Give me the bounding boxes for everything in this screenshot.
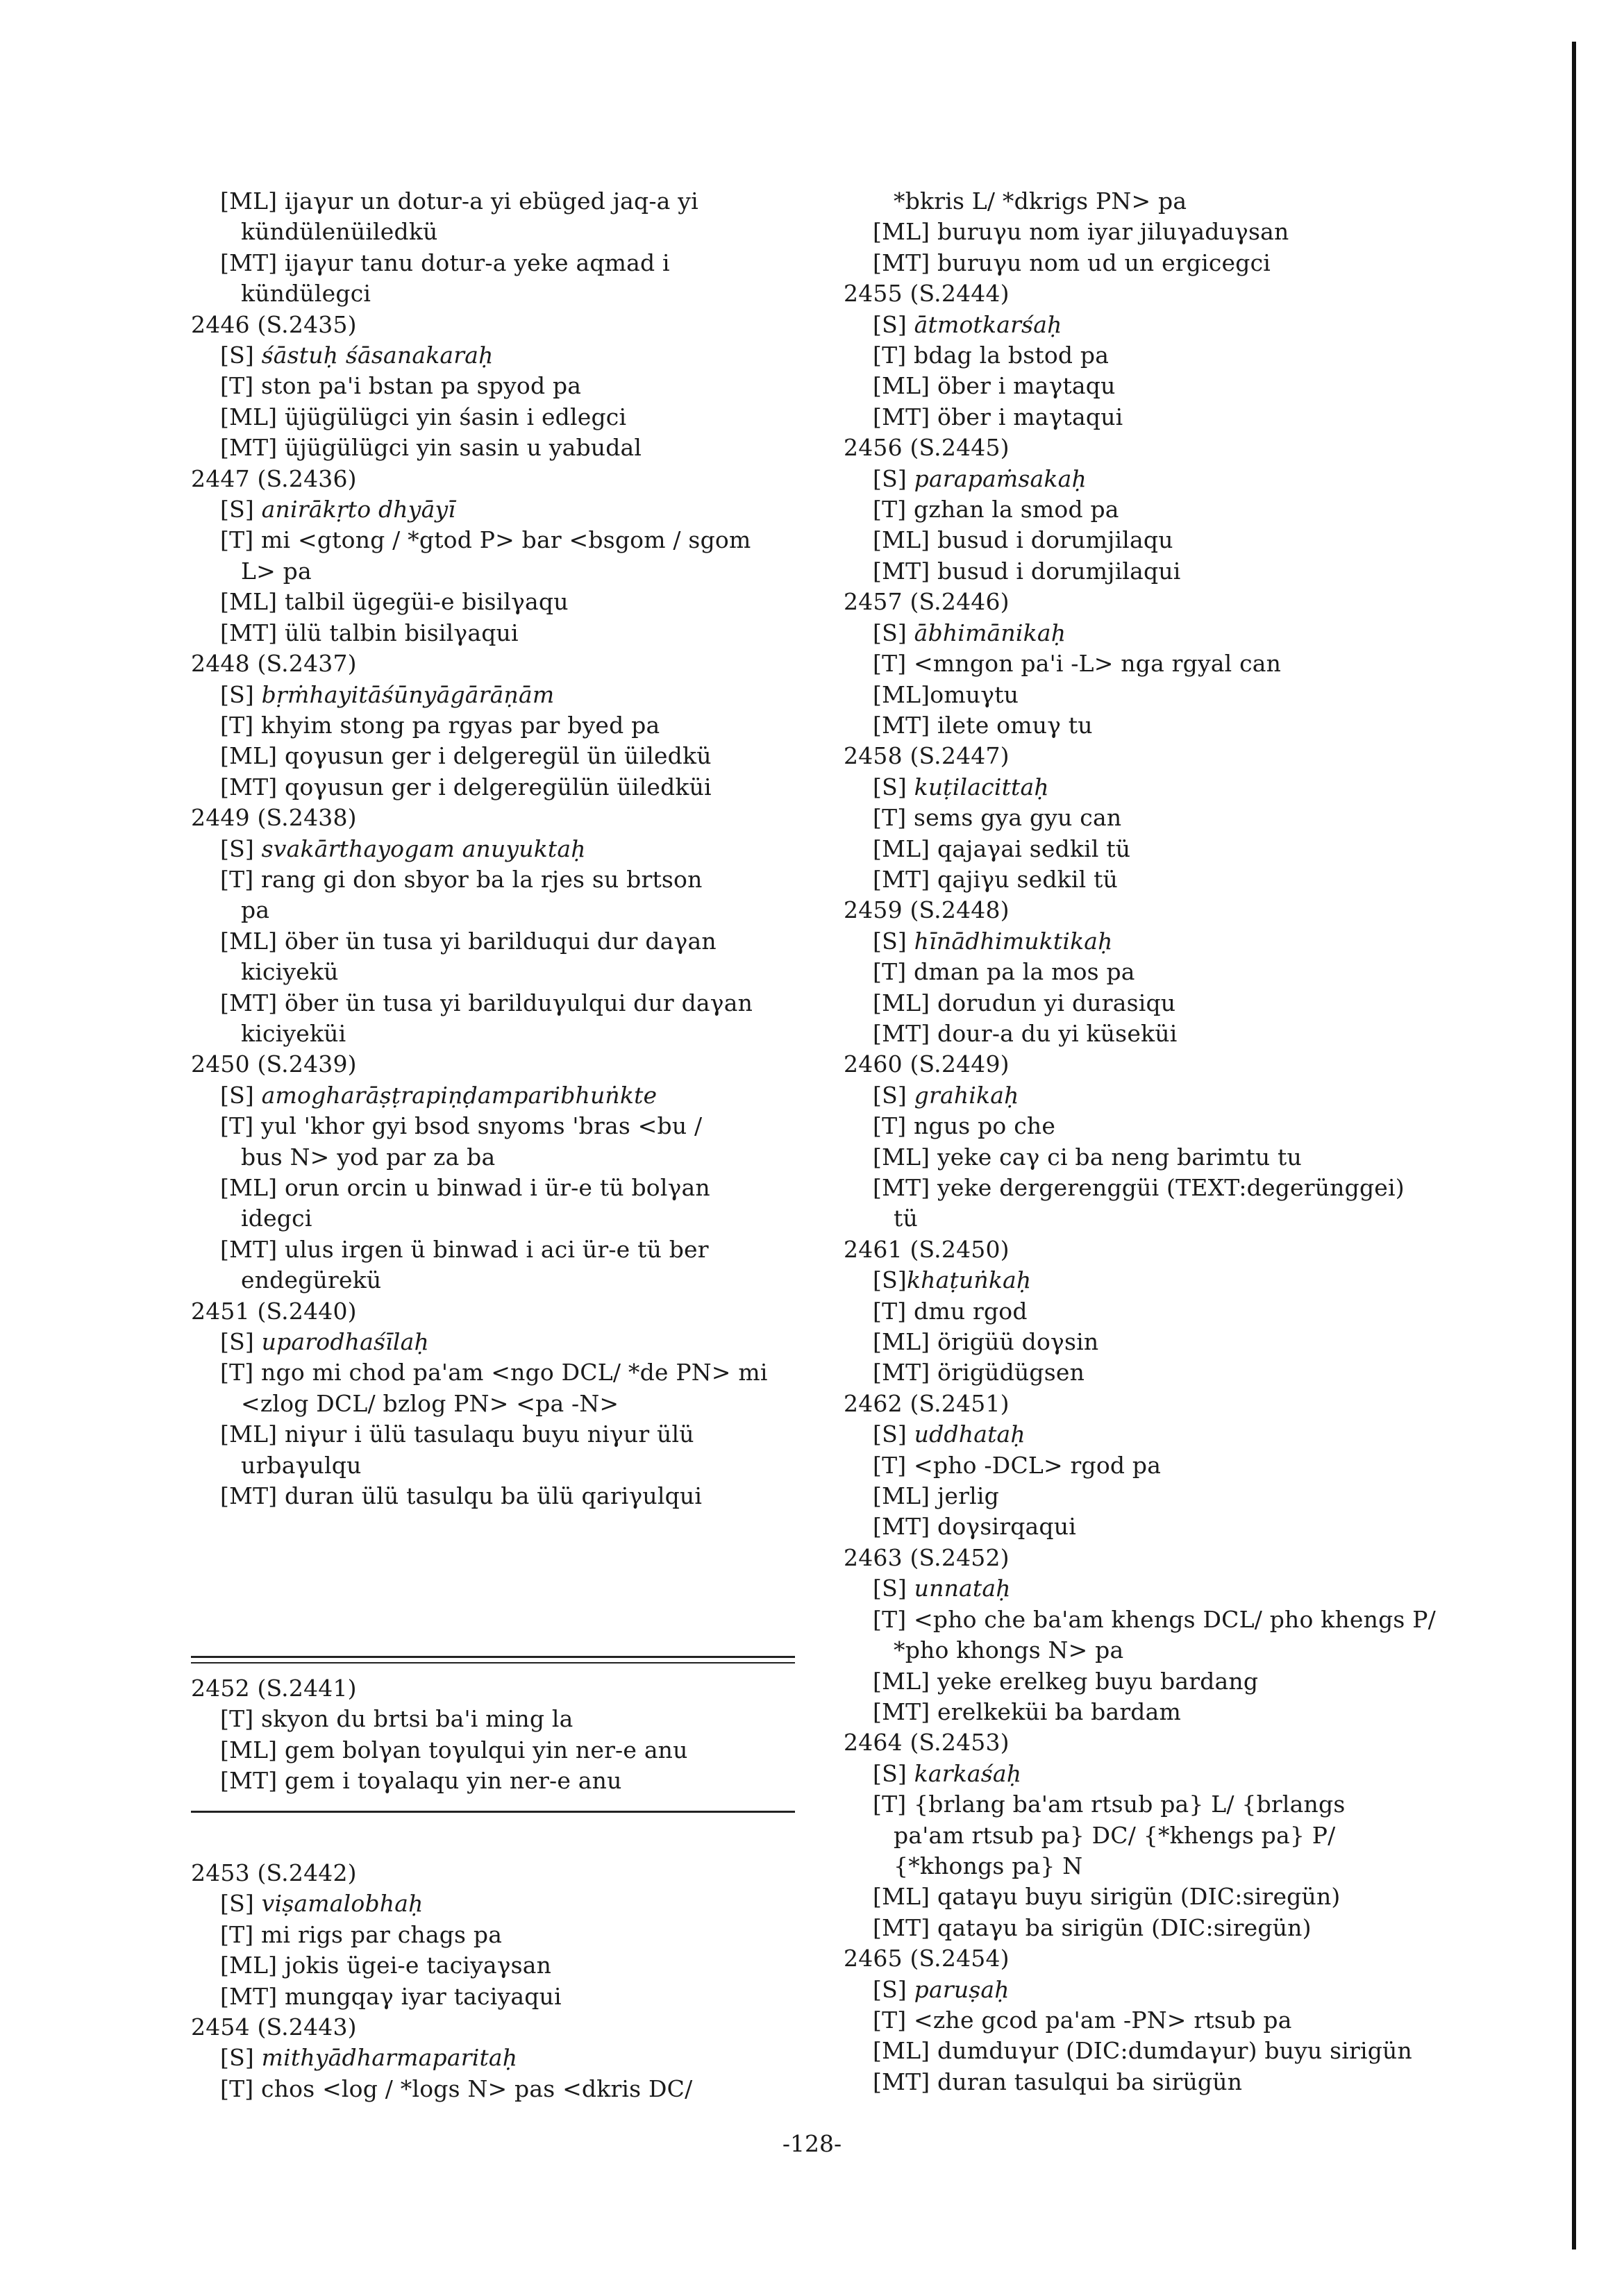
entry-line bbox=[844, 1080, 1462, 1111]
entry-line: [MT] qataγu ba sirigün (DIC:siregün) bbox=[873, 1913, 1312, 1941]
entry-number: 2462 (S.2451) bbox=[844, 1389, 1010, 1417]
entry-line bbox=[191, 2043, 809, 2073]
sanskrit-term: kuṭilacittaḥ bbox=[914, 773, 1049, 801]
entry-line: idegci bbox=[241, 1205, 312, 1232]
entry-line: [ML] buruγu nom iyar jiluγaduγsan bbox=[873, 218, 1289, 246]
field-tag: [S] bbox=[873, 464, 914, 492]
sanskrit-term: bṛṁhayitāśūnyāgārāṇām bbox=[261, 680, 555, 708]
entry-line: [ML] qajaγai sedkil tü bbox=[873, 835, 1131, 862]
field-tag: [S] bbox=[873, 927, 914, 955]
double-rule-divider bbox=[191, 1656, 795, 1664]
field-tag: [S] bbox=[873, 1421, 914, 1448]
sanskrit-term: amogharāṣṭrapiṇḍamparibhuṅkte bbox=[261, 1081, 658, 1109]
entry-line: [ML] qataγu buyu sirigün (DIC:siregün) bbox=[873, 1883, 1341, 1911]
entry-number: 2465 (S.2454) bbox=[844, 1945, 1010, 1972]
entry-line: [T] khyim stong pa rgyas par byed pa bbox=[220, 711, 660, 739]
entry-number: 2458 (S.2447) bbox=[844, 742, 1010, 770]
entry-line: [T] <pho -DCL> rgod pa bbox=[873, 1451, 1162, 1479]
sanskrit-term: svakārthayogam anuyuktaḥ bbox=[261, 835, 586, 862]
sanskrit-term: mithyādharmaparitaḥ bbox=[261, 2044, 518, 2072]
entry-line: [ML] öber ün tusa yi barilduqui dur daγan bbox=[220, 927, 717, 955]
entry-line: [ML] jerlig bbox=[873, 1482, 999, 1510]
entry-line: [MT] gem i toγalaqu yin ner-e anu bbox=[220, 1767, 622, 1795]
entry-line: [MT] örigüdügsen bbox=[873, 1359, 1085, 1386]
entry-line bbox=[191, 340, 809, 371]
entry-number: 2460 (S.2449) bbox=[844, 1050, 1010, 1078]
entry-line: [T] rang gi don sbyor ba la rjes su brtson bbox=[220, 865, 703, 893]
entry-line bbox=[844, 310, 1462, 340]
boxed-entry bbox=[191, 1673, 809, 1797]
entry-line bbox=[844, 772, 1462, 803]
entry-line: [MT] ijaγur tanu dotur-a yeke aqmad i bbox=[220, 249, 670, 276]
entry-number: 2455 (S.2444) bbox=[844, 280, 1010, 308]
entry-line: [T] mi <gtong / *gtod P> bar <bsgom / sgom bbox=[220, 526, 751, 554]
entry-number: 2452 (S.2441) bbox=[191, 1675, 357, 1702]
entry-line: [ML] üjügülügci yin śasin i edlegci bbox=[220, 403, 627, 430]
entry-number: 2446 (S.2435) bbox=[191, 310, 357, 338]
entry-line: [ML] orun orcin u binwad i ür-e tü bolγan bbox=[220, 1174, 710, 1201]
entry-line bbox=[844, 1759, 1462, 1789]
field-tag: [S] bbox=[873, 1081, 914, 1109]
entry-number: 2453 (S.2442) bbox=[191, 1859, 357, 1886]
sanskrit-term: ātmotkarśaḥ bbox=[914, 310, 1062, 338]
entry-number: 2464 (S.2453) bbox=[844, 1729, 1010, 1757]
entry-line bbox=[844, 1573, 1462, 1604]
field-tag: [S] bbox=[220, 496, 262, 523]
entry-line: [ML] ijaγur un dotur-a yi ebüged jaq-a yi bbox=[220, 187, 698, 215]
entry-line: [T] mi rigs par chags pa bbox=[220, 1920, 503, 1948]
sanskrit-term: anirākṛto dhyāyī bbox=[261, 496, 456, 523]
entry-line: [T] bdag la bstod pa bbox=[873, 342, 1110, 369]
entry-line: [MT] duran tasulqui ba sirügün bbox=[873, 2068, 1243, 2095]
entry-line: [T] ston pa'i bstan pa spyod pa bbox=[220, 372, 582, 400]
entry-line bbox=[191, 494, 809, 525]
entry-line: [ML] talbil ügegüi-e bisilγaqu bbox=[220, 588, 569, 616]
sanskrit-term: hīnādhimuktikaḥ bbox=[914, 927, 1113, 955]
entry-line: [T] yul 'khor gyi bsod snyoms 'bras <bu / bbox=[220, 1112, 703, 1140]
field-tag: [S] bbox=[873, 310, 914, 338]
field-tag: [S] bbox=[873, 1575, 914, 1602]
page-edge-bar bbox=[1572, 42, 1576, 2249]
field-tag: [S] bbox=[220, 1890, 262, 1918]
entry-line bbox=[844, 618, 1462, 648]
entry-line: <zlog DCL/ bzlog PN> <pa -N> bbox=[241, 1389, 619, 1417]
entry-line bbox=[191, 1888, 809, 1919]
field-tag: [S] bbox=[873, 1975, 914, 2003]
entry-line: [MT] qajiγu sedkil tü bbox=[873, 865, 1118, 893]
entry-line: [ML] gem bolγan toγulqui yin ner-e anu bbox=[220, 1736, 688, 1763]
sanskrit-term: śāstuḥ śāsanakaraḥ bbox=[261, 342, 494, 369]
sanskrit-term: parapaṁsakaḥ bbox=[914, 464, 1087, 492]
sanskrit-term: uddhataḥ bbox=[914, 1421, 1026, 1448]
entry-line bbox=[191, 1327, 809, 1357]
entry-number: 2454 (S.2443) bbox=[191, 2013, 357, 2041]
field-tag: [S] bbox=[873, 1759, 914, 1787]
entry-line: tü bbox=[894, 1205, 918, 1232]
entry-line: [ML] yeke caγ ci ba neng barimtu tu bbox=[873, 1143, 1302, 1171]
entry-line: [ML]omuγtu bbox=[873, 680, 1019, 708]
sanskrit-term: paruṣaḥ bbox=[914, 1975, 1010, 2003]
field-tag: [S] bbox=[220, 342, 262, 369]
entry-line: [T] {brlang ba'am rtsub pa} L/ {brlangs bbox=[873, 1791, 1346, 1818]
entry-line: [ML] öber i maγtaqu bbox=[873, 372, 1116, 400]
entry-line: kiciyekü bbox=[241, 958, 339, 986]
sanskrit-term: uparodhaśīlaḥ bbox=[261, 1328, 429, 1356]
entry-line: [MT] qoγusun ger i delgeregülün üiledküi bbox=[220, 773, 712, 801]
entry-line: [T] <pho che ba'am khengs DCL/ pho khengs P/ bbox=[873, 1605, 1436, 1633]
entry-line: [MT] dour-a du yi küseküi bbox=[873, 1019, 1178, 1047]
entry-line: [T] dman pa la mos pa bbox=[873, 958, 1135, 986]
single-rule-divider bbox=[191, 1811, 795, 1813]
entry-line: [T] dmu rgod bbox=[873, 1297, 1028, 1325]
sanskrit-term: unnataḥ bbox=[914, 1575, 1011, 1602]
entry-line: [T] skyon du brtsi ba'i ming la bbox=[220, 1705, 574, 1733]
entry-line: [MT] ulus irgen ü binwad i aci ür-e tü ber bbox=[220, 1235, 709, 1263]
sanskrit-term: grahikaḥ bbox=[914, 1081, 1019, 1109]
entry-line: endegürekü bbox=[241, 1266, 382, 1294]
entry-number: 2459 (S.2448) bbox=[844, 896, 1010, 924]
entry-line: [T] <zhe gcod pa'am -PN> rtsub pa bbox=[873, 2006, 1292, 2034]
entry-line: [ML] jokis ügei-e taciyaγsan bbox=[220, 1952, 552, 1979]
sanskrit-term: khaṭuṅkaḥ bbox=[906, 1266, 1032, 1294]
field-tag: [S] bbox=[220, 680, 262, 708]
entry-line bbox=[844, 464, 1462, 494]
entry-line: [T] ngo mi chod pa'am <ngo DCL/ *de PN> mi bbox=[220, 1359, 768, 1386]
field-tag: [S] bbox=[220, 1081, 262, 1109]
field-tag: [S] bbox=[873, 1266, 907, 1294]
entry-line: kündülenüiledkü bbox=[241, 218, 438, 246]
entry-line: [T] sems gya gyu can bbox=[873, 804, 1122, 832]
entry-number: 2451 (S.2440) bbox=[191, 1297, 357, 1325]
entry-line: [ML] yeke erelkeg buyu bardang bbox=[873, 1667, 1259, 1695]
entry-number: 2457 (S.2446) bbox=[844, 588, 1010, 616]
entry-line: urbaγulqu bbox=[241, 1451, 362, 1479]
sanskrit-term: ābhimānikaḥ bbox=[914, 619, 1066, 646]
entry-line: [MT] öber i maγtaqui bbox=[873, 403, 1123, 430]
entry-line: *bkris L/ *dkrigs PN> pa bbox=[894, 187, 1187, 215]
entry-line: [MT] öber ün tusa yi barilduγulqui dur daγan bbox=[220, 989, 753, 1016]
entry-line bbox=[844, 1265, 1462, 1296]
entry-number: 2448 (S.2437) bbox=[191, 650, 357, 678]
left-bottom-entries bbox=[191, 1858, 809, 2104]
entry-line: {*khongs pa} N bbox=[894, 1852, 1083, 1879]
entry-line: [MT] mungqaγ iyar taciyaqui bbox=[220, 1982, 562, 2010]
field-tag: [S] bbox=[220, 1328, 262, 1356]
entry-line: kündülegci bbox=[241, 280, 371, 308]
entry-line: [MT] ülü talbin bisilγaqui bbox=[220, 619, 519, 646]
entry-line: bus N> yod par za ba bbox=[241, 1143, 496, 1171]
entry-line bbox=[844, 1975, 1462, 2005]
entry-line: [ML] busud i dorumjilaqu bbox=[873, 526, 1173, 554]
entry-line: [MT] busud i dorumjilaqui bbox=[873, 557, 1181, 585]
entry-number: 2461 (S.2450) bbox=[844, 1235, 1010, 1263]
entry-line: [MT] erelkeküi ba bardam bbox=[873, 1698, 1181, 1725]
entry-number: 2463 (S.2452) bbox=[844, 1543, 1010, 1571]
entry-number: 2449 (S.2438) bbox=[191, 804, 357, 832]
entry-line bbox=[191, 834, 809, 864]
entry-number: 2456 (S.2445) bbox=[844, 434, 1010, 462]
entry-line: pa'am rtsub pa} DC/ {*khengs pa} P/ bbox=[894, 1821, 1336, 1849]
entry-line: [MT] üjügülügci yin sasin u yabudal bbox=[220, 434, 642, 462]
field-tag: [S] bbox=[220, 2044, 262, 2072]
entry-line: [ML] qoγusun ger i delgeregül ün üiledkü bbox=[220, 742, 712, 770]
sanskrit-term: karkaśaḥ bbox=[914, 1759, 1022, 1787]
entry-line: [ML] dorudun yi durasiqu bbox=[873, 989, 1176, 1016]
entry-line bbox=[191, 680, 809, 710]
entry-line: [T] <mngon pa'i -L> nga rgyal can bbox=[873, 650, 1282, 678]
entry-line bbox=[191, 1080, 809, 1111]
field-tag: [S] bbox=[220, 835, 262, 862]
field-tag: [S] bbox=[873, 773, 914, 801]
entry-line: *pho khongs N> pa bbox=[894, 1636, 1124, 1664]
entry-line: [T] ngus po che bbox=[873, 1112, 1056, 1140]
page-number: -128- bbox=[782, 2130, 842, 2157]
entry-line bbox=[844, 1419, 1462, 1450]
entry-line: [MT] doγsirqaqui bbox=[873, 1513, 1076, 1541]
entry-line: [ML] niγur i ülü tasulaqu buyu niγur ülü bbox=[220, 1421, 694, 1448]
entry-line: [MT] yeke dergerenggüi (TEXT:degerünggei) bbox=[873, 1174, 1405, 1201]
entry-line: [MT] ilete omuγ tu bbox=[873, 711, 1093, 739]
entry-line: [ML] örigüü doγsin bbox=[873, 1328, 1099, 1356]
entry-line: [T] chos <log / *logs N> pas <dkris DC/ bbox=[220, 2075, 693, 2102]
entry-line: [T] gzhan la smod pa bbox=[873, 496, 1119, 523]
entry-line: L> pa bbox=[241, 557, 312, 585]
entry-line: pa bbox=[241, 896, 270, 924]
field-tag: [S] bbox=[873, 619, 914, 646]
left-column bbox=[191, 186, 809, 1511]
entry-line: kiciyeküi bbox=[241, 1019, 346, 1047]
right-column bbox=[844, 186, 1462, 2097]
entry-line bbox=[844, 926, 1462, 957]
entry-line: [MT] buruγu nom ud un ergicegci bbox=[873, 249, 1271, 276]
sanskrit-term: viṣamalobhaḥ bbox=[261, 1890, 424, 1918]
entry-line: [MT] duran ülü tasulqu ba ülü qariγulqui bbox=[220, 1482, 703, 1510]
entry-number: 2450 (S.2439) bbox=[191, 1050, 357, 1078]
entry-number: 2447 (S.2436) bbox=[191, 464, 357, 492]
entry-line: [ML] dumduγur (DIC:dumdaγur) buyu sirigün bbox=[873, 2037, 1412, 2065]
